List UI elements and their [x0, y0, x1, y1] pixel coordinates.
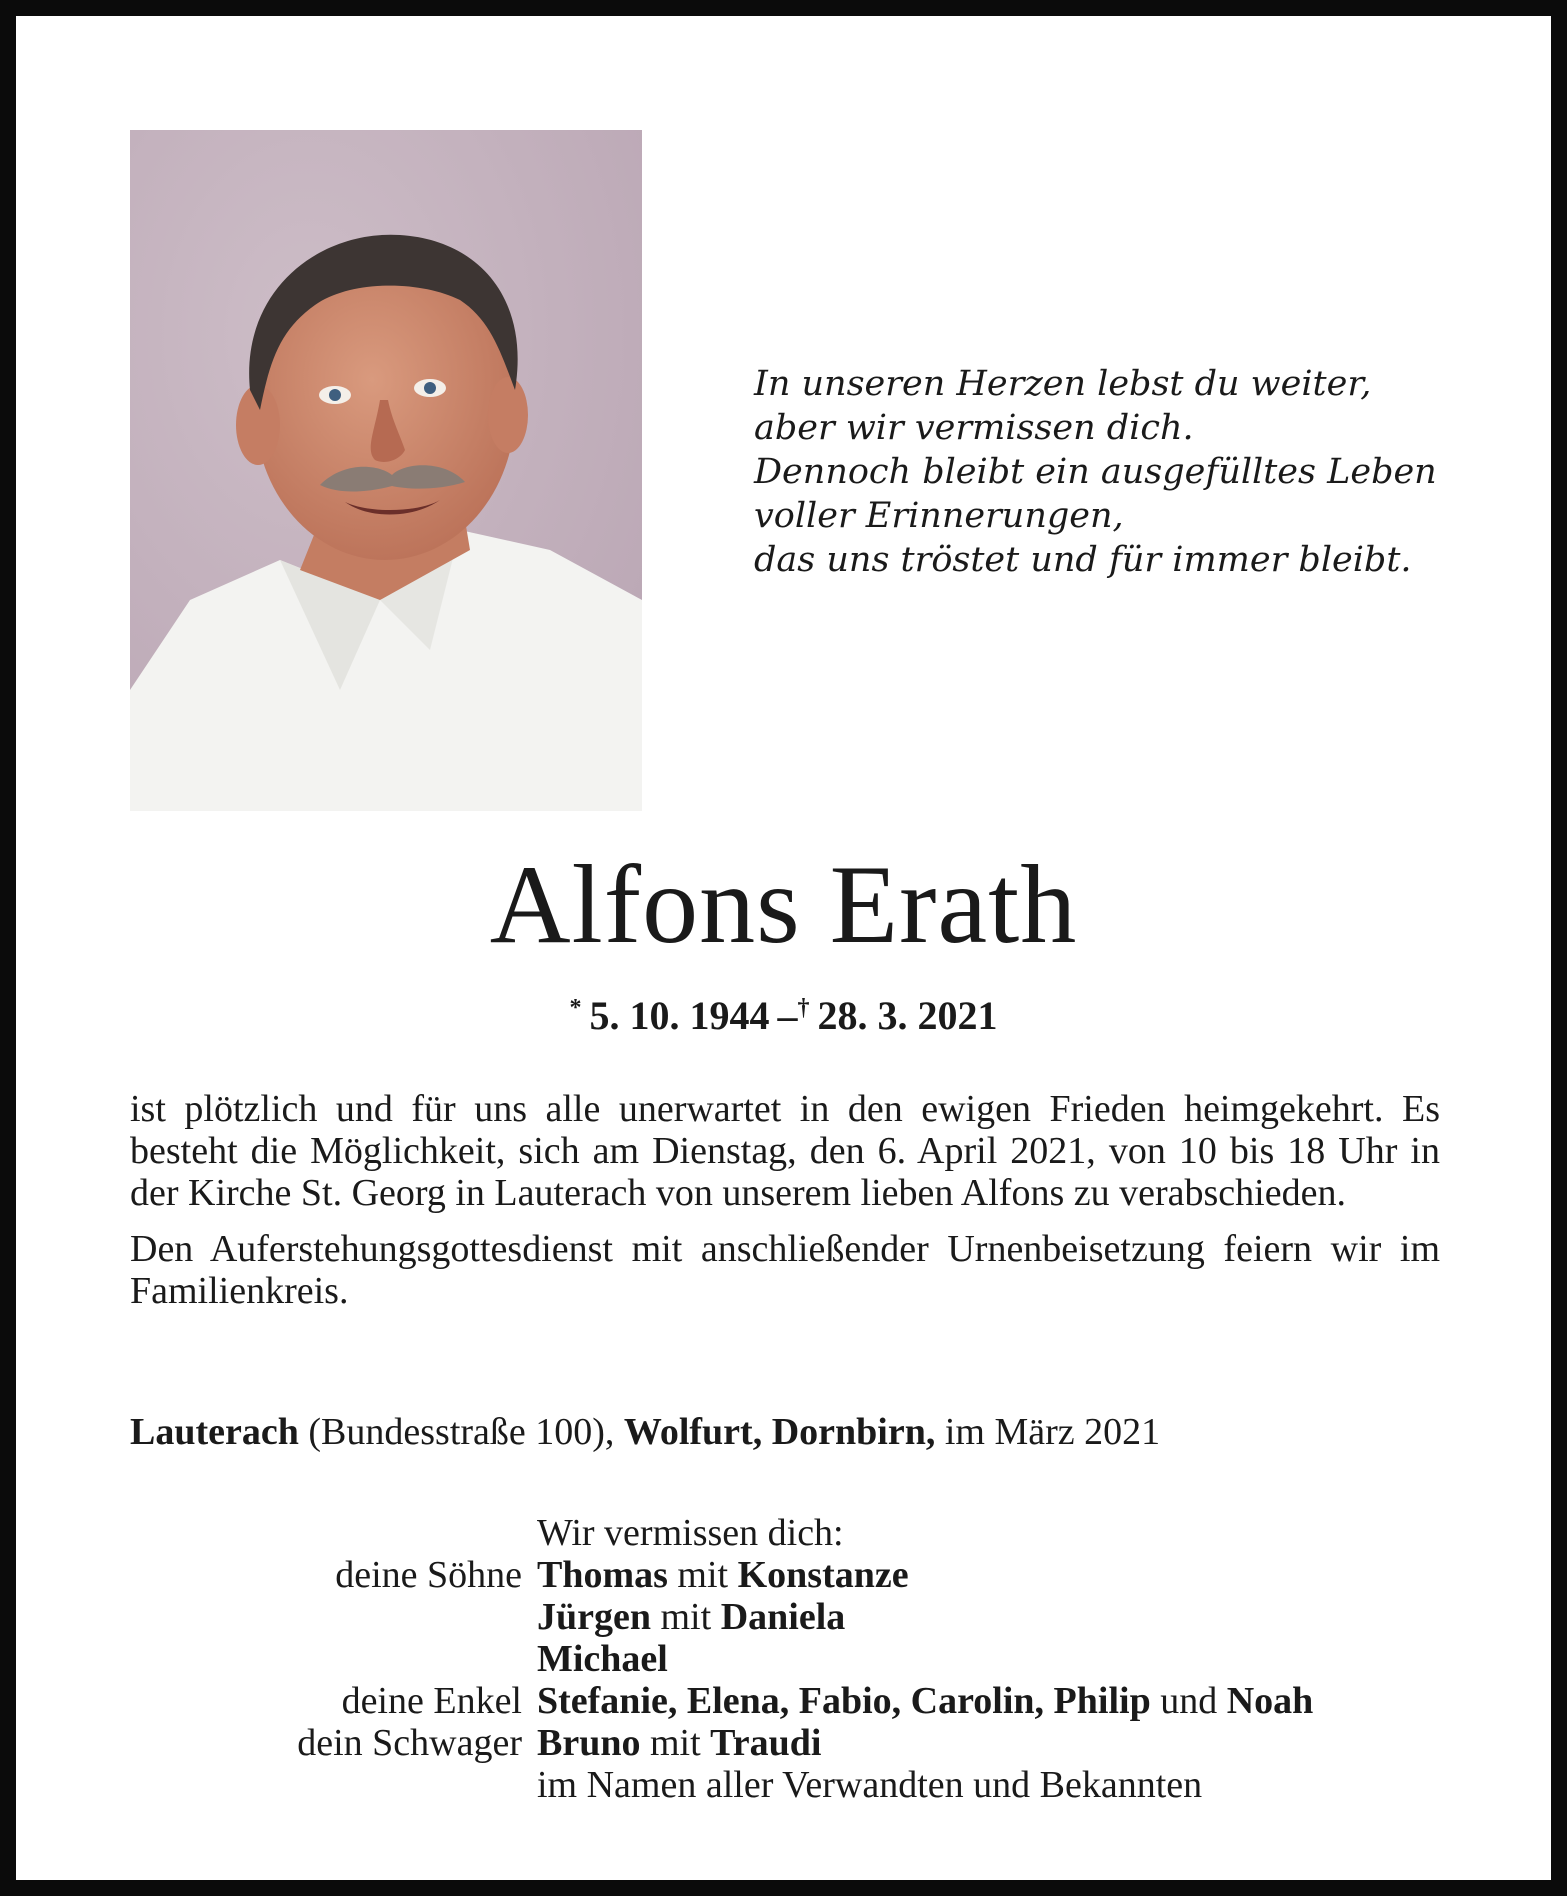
family-connector: mit: [640, 1722, 711, 1764]
family-names: [537, 1638, 668, 1680]
family-connector: mit: [667, 1554, 738, 1596]
announcement-paragraph: Den Auferstehungsgottesdienst mit anschließender Urnenbeisetzung feiern wir im Familienkreis.: [130, 1228, 1440, 1312]
portrait-illustration: [130, 130, 642, 811]
family-label: deine Söhne: [335, 1554, 522, 1596]
place-town: Lauterach: [130, 1411, 299, 1453]
deceased-name: Alfons Erath: [489, 843, 1078, 967]
family-name: Thomas: [537, 1554, 668, 1596]
family-connector: mit: [651, 1596, 721, 1638]
announcement-text: [130, 1088, 1440, 1326]
family-name: Stefanie, Elena, Fabio, Carolin, Philip: [537, 1680, 1151, 1722]
family-name: Noah: [1226, 1680, 1314, 1722]
quote-line: das uns tröstet und für immer bleibt.: [754, 540, 1412, 580]
family-row: [0, 1596, 1567, 1638]
family-row: [0, 1512, 1567, 1554]
date-separator: –: [777, 993, 798, 1038]
quote-line: In unseren Herzen lebst du weiter,: [754, 364, 1372, 404]
announcement-paragraph: ist plötzlich und für uns alle unerwartet in den ewigen Frieden heimgekehrt. Es besteht die Möglichkeit, sich am Dienstag, den 6. April 2021, von 10 bis 18 Uhr in der Kirche St. Georg in Lauterach von unserem lieben Alfons zu verabschieden.: [130, 1088, 1440, 1214]
family-row: [0, 1638, 1567, 1680]
family-name: Traudi: [710, 1722, 822, 1764]
family-name: Konstanze: [737, 1554, 909, 1596]
death-date: 28. 3. 2021: [817, 993, 998, 1038]
quote-line: Dennoch bleibt ein ausgefülltes Leben: [754, 452, 1437, 492]
family-names: [537, 1680, 1313, 1722]
portrait-photo: [130, 130, 642, 811]
life-dates: [0, 985, 1567, 1039]
family-names: [537, 1722, 821, 1764]
family-closing: im Namen aller Verwandten und Bekannten: [537, 1764, 1203, 1806]
place-date: im März 2021: [935, 1411, 1161, 1453]
family-list: [0, 1512, 1567, 1806]
family-name: Daniela: [720, 1596, 846, 1638]
family-label: deine Enkel: [341, 1680, 522, 1722]
family-intro: Wir vermissen dich:: [537, 1512, 844, 1554]
family-name: Bruno: [537, 1722, 641, 1764]
family-names: [537, 1554, 909, 1596]
death-symbol: †: [797, 995, 810, 1021]
family-names: [537, 1596, 845, 1638]
birth-symbol: *: [569, 995, 582, 1021]
family-label: dein Schwager: [297, 1722, 522, 1764]
family-connector: und: [1150, 1680, 1227, 1722]
family-row: [0, 1722, 1567, 1764]
quote-line: aber wir vermissen dich.: [754, 408, 1194, 448]
place-and-date: [130, 1410, 1480, 1454]
place-address: (Bundesstraße 100),: [298, 1411, 624, 1453]
memorial-quote: [754, 362, 1454, 582]
place-towns: Wolfurt, Dornbirn,: [623, 1411, 936, 1453]
family-row: [0, 1764, 1567, 1806]
family-row: [0, 1554, 1567, 1596]
family-name: Jürgen: [537, 1596, 651, 1638]
family-row: [0, 1680, 1567, 1722]
quote-line: voller Erinnerungen,: [754, 496, 1124, 536]
family-name: Michael: [537, 1638, 668, 1680]
birth-date: 5. 10. 1944: [589, 993, 770, 1038]
